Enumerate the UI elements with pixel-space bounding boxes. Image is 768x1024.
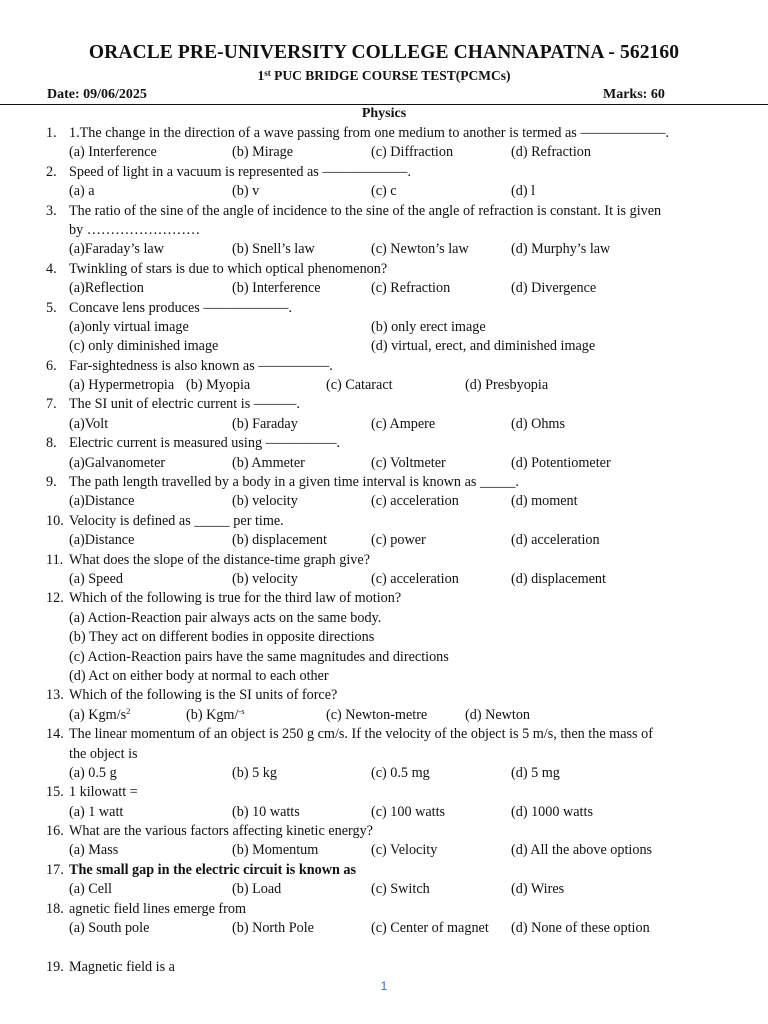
question-line-continued: [0, 221, 768, 240]
option-a-text: (a) Kgm/s: [69, 706, 127, 723]
question-text: 1.The change in the direction of a wave passing from one medium to another is termed as ——————.: [69, 125, 670, 141]
option-row: [0, 182, 768, 201]
question-text: Far-sightedness is also known as —————.: [69, 357, 333, 374]
option-row: [0, 454, 768, 473]
option-d: (d) All the above options: [511, 842, 653, 859]
question-line: [0, 589, 768, 608]
option-d: (d) l: [511, 183, 536, 200]
option-row: [0, 531, 768, 550]
option-c: (c) acceleration: [371, 493, 459, 510]
question-number: 3.: [46, 202, 57, 219]
option-row: [0, 841, 768, 860]
question-list: [0, 124, 768, 977]
option-a: (a)Volt: [69, 415, 109, 432]
question-number: 19.: [46, 958, 64, 975]
option-a: (a) Action-Reaction pair always acts on the same body.: [69, 609, 382, 626]
subtitle-rest: PUC BRIDGE COURSE TEST(PCMCs): [270, 68, 511, 83]
option-b: (b) Snell’s law: [232, 241, 315, 258]
option-row: [0, 919, 768, 938]
option-a: (a)Distance: [69, 532, 135, 549]
option-a-superscript: 2: [126, 705, 131, 716]
question-line: [0, 357, 768, 376]
question-text: by ……………………: [69, 221, 201, 238]
option-row: [0, 570, 768, 589]
option-row: [0, 337, 768, 356]
option-b: (b) Faraday: [232, 415, 298, 432]
question-line: [0, 473, 768, 492]
option-d: (d) Potentiometer: [511, 454, 611, 471]
question-number: 7.: [46, 396, 57, 413]
option-row: [0, 706, 768, 725]
option-row: [0, 648, 768, 667]
option-c: (c) Cataract: [326, 377, 393, 394]
option-c: (c) acceleration: [371, 570, 459, 587]
option-c: (c) Center of magnet: [371, 920, 489, 937]
option-a: (a) Hypermetropia: [69, 377, 175, 394]
option-d: (d) None of these option: [511, 920, 650, 937]
question-number: 13.: [46, 687, 64, 704]
question-number: 5.: [46, 299, 57, 316]
option-b: (b) velocity: [232, 493, 298, 510]
option-b: (b) Mirage: [232, 144, 294, 161]
option-d: (d) displacement: [511, 570, 606, 587]
blank-line: [0, 938, 768, 957]
option-b: (b) displacement: [232, 532, 327, 549]
test-subtitle: [0, 68, 768, 84]
option-row: [0, 609, 768, 628]
question-text: The path length travelled by a body in a given time interval is known as _____.: [69, 474, 519, 491]
question-text: agnetic field lines emerge from: [69, 900, 247, 917]
question-line: [0, 686, 768, 705]
question-line: [0, 299, 768, 318]
option-d: (d) 5 mg: [511, 764, 560, 781]
option-a: (a) Interference: [69, 144, 157, 161]
option-a: [69, 706, 130, 725]
question-text: Speed of light in a vacuum is represented as ——————.: [69, 163, 412, 180]
option-a: (a)Galvanometer: [69, 454, 166, 471]
option-d: (d) Wires: [511, 881, 565, 898]
option-b: (b) Interference: [232, 280, 321, 297]
college-title: ORACLE PRE-UNIVERSITY COLLEGE CHANNAPATNA - 562160: [88, 42, 680, 63]
question-number: 18.: [46, 900, 64, 917]
question-line: [0, 124, 768, 143]
option-a: (a)only virtual image: [69, 318, 189, 335]
question-number: 10.: [46, 512, 64, 529]
question-line: [0, 822, 768, 841]
option-d: (d) acceleration: [511, 532, 600, 549]
question-number: 9.: [46, 474, 57, 491]
option-c: (c) Diffraction: [371, 144, 454, 161]
question-number: 1.: [46, 125, 57, 141]
option-a: (a) Cell: [69, 881, 112, 898]
option-a: (a)Reflection: [69, 280, 144, 297]
question-line: [0, 783, 768, 802]
question-line-continued: [0, 745, 768, 764]
option-c: (c) Newton’s law: [371, 241, 469, 258]
option-c: (c) Action-Reaction pairs have the same magnitudes and directions: [69, 648, 449, 665]
option-a: (a)Faraday’s law: [69, 241, 164, 258]
option-row: [0, 415, 768, 434]
option-b: (b) velocity: [232, 570, 298, 587]
option-c: (c) Newton-metre: [326, 706, 428, 723]
question-text: Concave lens produces ——————.: [69, 299, 293, 316]
question-text: 1 kilowatt =: [69, 784, 138, 801]
option-a: (a) Speed: [69, 570, 123, 587]
question-number: 4.: [46, 260, 57, 277]
question-text: the object is: [69, 745, 138, 762]
test-date: Date: 09/06/2025: [47, 87, 147, 102]
option-c: (c) power: [371, 532, 426, 549]
option-a: (a) 0.5 g: [69, 764, 117, 781]
question-text: The linear momentum of an object is 250 g cm/s. If the velocity of the object is 5 m/s, then the mass of: [69, 726, 653, 743]
question-text: Velocity is defined as _____ per time.: [69, 512, 284, 529]
question-text: Twinkling of stars is due to which optical phenomenon?: [69, 260, 388, 277]
option-row: [0, 764, 768, 783]
option-row: [0, 240, 768, 259]
option-row: [0, 803, 768, 822]
subtitle-superscript: st: [264, 68, 271, 78]
question-number: 11.: [46, 551, 64, 568]
option-row: [0, 667, 768, 686]
question-number: 17.: [46, 861, 64, 878]
option-a: (a)Distance: [69, 493, 135, 510]
question-text: Electric current is measured using —————.: [69, 435, 341, 452]
option-c: (c) Ampere: [371, 415, 436, 432]
option-d: (d) moment: [511, 493, 578, 510]
question-number: 2.: [46, 163, 57, 180]
option-b: (b) 10 watts: [232, 803, 300, 820]
option-c: (c) Voltmeter: [371, 454, 446, 471]
subject-heading: Physics: [361, 106, 407, 121]
question-line: [0, 551, 768, 570]
option-c: (c) 0.5 mg: [371, 764, 430, 781]
option-row: [0, 143, 768, 162]
header-divider: [0, 104, 768, 105]
question-line: [0, 725, 768, 744]
option-b-text: (b) Kgm/: [186, 706, 239, 723]
question-line: [0, 163, 768, 182]
question-text: What are the various factors affecting kinetic energy?: [69, 823, 373, 840]
question-number: 14.: [46, 726, 64, 743]
question-line: [0, 260, 768, 279]
option-d: (d) Act on either body at normal to each other: [69, 667, 329, 684]
option-a: (a) South pole: [69, 920, 150, 937]
option-c: (c) c: [371, 183, 397, 200]
option-a: (a) Mass: [69, 842, 119, 859]
option-b-superscript: -s: [238, 705, 245, 716]
option-c: (c) 100 watts: [371, 803, 446, 820]
question-line: [0, 434, 768, 453]
option-d: (d) Ohms: [511, 415, 565, 432]
option-row: [0, 376, 768, 395]
option-d: (d) Newton: [465, 706, 531, 723]
question-number: 12.: [46, 590, 64, 607]
option-a: (a) 1 watt: [69, 803, 124, 820]
subtitle-ordinal: 1: [257, 68, 265, 83]
question-text: Which of the following is the SI units of force?: [69, 687, 338, 704]
question-line: [0, 512, 768, 531]
option-d: (d) Refraction: [511, 144, 591, 161]
option-row: [0, 492, 768, 511]
option-b: (b) 5 kg: [232, 764, 277, 781]
option-b: (b) only erect image: [371, 318, 486, 335]
option-d: (d) 1000 watts: [511, 803, 593, 820]
question-number: 16.: [46, 823, 64, 840]
question-text: The small gap in the electric circuit is known as: [69, 861, 357, 878]
test-marks: Marks: 60: [603, 87, 665, 102]
option-d: (d) Murphy’s law: [511, 241, 611, 258]
question-line: [0, 202, 768, 221]
option-row: [0, 318, 768, 337]
question-number: 15.: [46, 784, 64, 801]
option-b: (b) Ammeter: [232, 454, 305, 471]
option-a: (a) a: [69, 183, 95, 200]
option-c: (c) Refraction: [371, 280, 451, 297]
option-b: (b) Momentum: [232, 842, 319, 859]
option-b: [186, 706, 245, 725]
question-text: Which of the following is true for the third law of motion?: [69, 590, 402, 607]
option-c: (c) Velocity: [371, 842, 438, 859]
option-b: (b) Myopia: [186, 377, 251, 394]
page-number: 1: [380, 979, 388, 993]
option-c: (c) only diminished image: [69, 338, 219, 355]
option-d: (d) virtual, erect, and diminished image: [371, 338, 596, 355]
question-line: [0, 900, 768, 919]
option-row: [0, 279, 768, 298]
question-text: The ratio of the sine of the angle of incidence to the sine of the angle of refraction is constant. It is given: [69, 202, 662, 219]
question-line: [0, 395, 768, 414]
option-d: (d) Presbyopia: [465, 377, 549, 394]
option-b: (b) They act on different bodies in opposite directions: [69, 629, 375, 646]
option-row: [0, 628, 768, 647]
option-b: (b) Load: [232, 881, 282, 898]
question-text: What does the slope of the distance-time graph give?: [69, 551, 370, 568]
option-b: (b) North Pole: [232, 920, 314, 937]
option-b: (b) v: [232, 183, 260, 200]
question-number: 6.: [46, 357, 57, 374]
question-line: [0, 861, 768, 880]
option-d: (d) Divergence: [511, 280, 597, 297]
question-number: 8.: [46, 435, 57, 452]
question-text: The SI unit of electric current is ———.: [69, 396, 300, 413]
question-line: [0, 958, 768, 977]
option-row: [0, 880, 768, 899]
option-c: (c) Switch: [371, 881, 430, 898]
question-text: Magnetic field is a: [69, 958, 175, 975]
